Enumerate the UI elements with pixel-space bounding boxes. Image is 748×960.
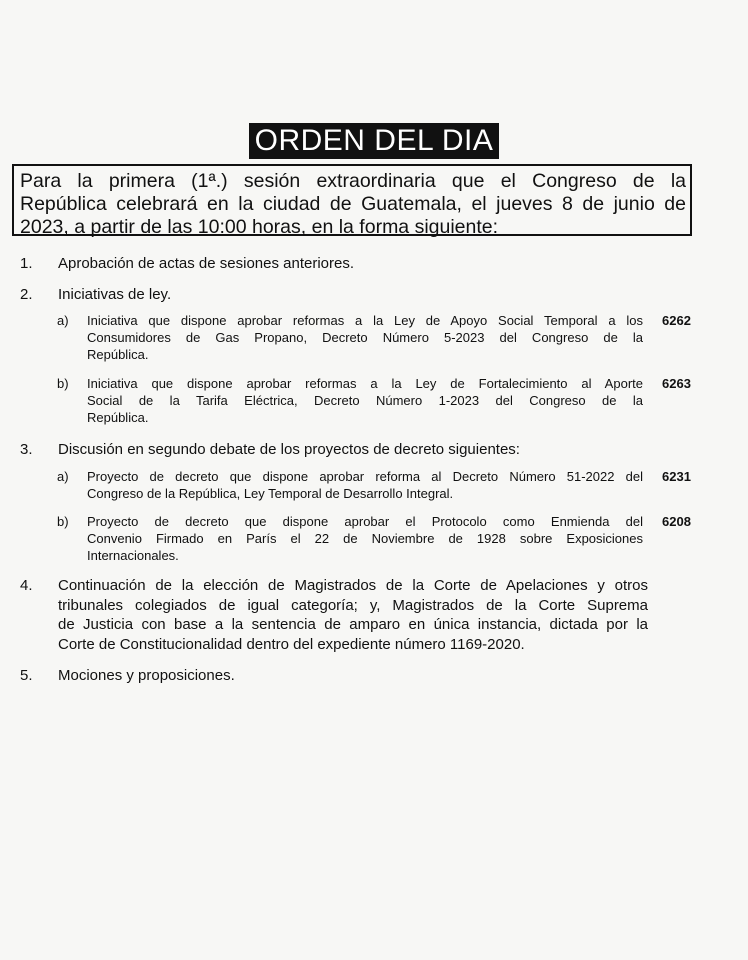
item-text: Iniciativas de ley.	[58, 286, 172, 303]
subitem-line: Proyecto de decreto que dispone aprobar reforma al Decreto Número 51-2022 del	[87, 469, 643, 484]
item-text: Discusión en segundo debate de los proyectos de decreto siguientes:	[58, 441, 520, 458]
item-line: Corte de Constitucionalidad dentro del expediente número 1169-2020.	[58, 635, 525, 653]
page-title: ORDEN DEL DIA	[249, 123, 500, 159]
subitem-line: Consumidores de Gas Propano, Decreto Número 5-2023 del Congreso de la	[87, 330, 643, 345]
subitem-line: República.	[87, 347, 149, 362]
initiative-code: 6231	[662, 469, 691, 484]
subitem-text	[87, 312, 643, 363]
subitem-line: Convenio Firmado en París el 22 de Noviembre de 1928 sobre Exposiciones	[87, 531, 643, 546]
item-line: de Justicia con base a la sentencia de amparo en única instancia, dictada por la	[58, 616, 648, 633]
item-line: tribunales colegiados de igual categoría; y, Magistrados de la Corte Suprema	[58, 596, 648, 614]
initiative-code: 6208	[662, 514, 691, 529]
subitem-letter: b)	[57, 514, 69, 529]
item-line: Continuación de la elección de Magistrados de la Corte de Apelaciones y otros	[58, 577, 648, 594]
subitem-line: Proyecto de decreto que dispone aprobar el Protocolo como Enmienda del	[87, 514, 643, 529]
subitem-line: Internacionales.	[87, 548, 179, 563]
initiative-code: 6262	[662, 313, 691, 328]
subitem-line: República.	[87, 410, 149, 425]
subitem-line: Congreso de la República, Ley Temporal de Desarrollo Integral.	[87, 486, 454, 501]
subitem-line: Iniciativa que dispone aprobar reformas a la Ley de Fortalecimiento al Aporte	[87, 376, 643, 391]
item-text	[58, 576, 648, 654]
intro-line: Para la primera (1ª.) sesión extraordinaria que el Congreso de la	[20, 170, 686, 192]
subitem-text	[87, 468, 643, 502]
subitem-3a	[57, 468, 737, 504]
item-number: 1.	[20, 255, 33, 272]
subitem-line: Social de la Tarifa Eléctrica, Decreto Número 1-2023 del Congreso de la	[87, 393, 643, 408]
subitem-letter: b)	[57, 376, 69, 391]
item-number: 3.	[20, 441, 33, 458]
subitem-text	[87, 375, 643, 426]
subitem-2b	[57, 375, 737, 427]
subitem-3b	[57, 513, 737, 565]
subitem-text	[87, 513, 643, 564]
subitem-letter: a)	[57, 469, 69, 484]
intro-line: 2023, a partir de las 10:00 horas, en la forma siguiente:	[20, 216, 499, 238]
item-text: Aprobación de actas de sesiones anteriores.	[58, 255, 355, 272]
item-text: Mociones y proposiciones.	[58, 667, 235, 684]
title-wrap	[0, 123, 748, 159]
item-number: 5.	[20, 667, 33, 684]
item-number: 4.	[20, 577, 33, 594]
subitem-2a	[57, 312, 737, 364]
agenda-item-4	[20, 576, 680, 656]
intro-line: República celebrará en la ciudad de Guatemala, el jueves 8 de junio de	[20, 193, 686, 215]
item-number: 2.	[20, 286, 33, 303]
initiative-code: 6263	[662, 376, 691, 391]
subitem-line: Iniciativa que dispone aprobar reformas a la Ley de Apoyo Social Temporal a los	[87, 313, 643, 328]
intro-box	[12, 164, 692, 236]
subitem-letter: a)	[57, 313, 69, 328]
